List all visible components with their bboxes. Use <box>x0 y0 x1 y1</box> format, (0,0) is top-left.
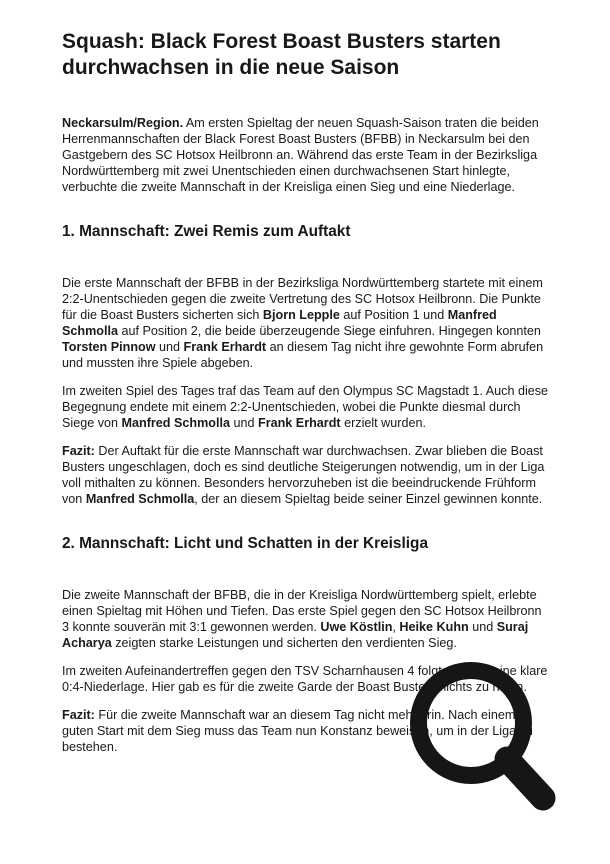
bold-text-segment: Manfred Schmolla <box>85 492 195 506</box>
section-1-paragraph-3 <box>62 443 549 507</box>
bold-text-segment: Fazit: <box>62 444 95 458</box>
text-segment: , <box>392 620 400 634</box>
text-segment: auf Position 2, die beide überzeugende Siege einfuhren. Hingegen konnten <box>118 324 541 338</box>
article-title: Squash: Black Forest Boast Busters starten durchwachsen in die neue Saison <box>62 30 501 79</box>
section-1-paragraph-2 <box>62 383 549 431</box>
text-segment: an diesem Tag nicht ihre gewohnte Form abrufen und mussten ihre Spiele abgeben. <box>62 340 544 370</box>
section-2-heading: 2. Mannschaft: Licht und Schatten in der Kreisliga <box>62 535 429 552</box>
bold-text-segment: Uwe Köstlin <box>320 620 393 634</box>
section-1-heading: 1. Mannschaft: Zwei Remis zum Auftakt <box>62 223 351 240</box>
text-segment: auf Position 1 und <box>339 308 448 322</box>
section-2-paragraph-3 <box>62 707 549 755</box>
bold-text-segment: Frank Erhardt <box>183 340 267 354</box>
text-segment: Am ersten Spieltag der neuen Squash-Saison traten die beiden Herrenmannschaften der Black Forest Boast Busters (BFBB) in Neckarsulm bei den Gastgebern des SC Hotsox Heilbronn an. Während das erste Team in der Bezirksliga Nordwürttemberg mit zwei Unentschieden einen durchwachsenen Start hinlegte, verbuchte die zweite Mannschaft in der Kreisliga einen Sieg und eine Niederlage. <box>62 116 539 194</box>
text-segment: Die zweite Mannschaft der BFBB, die in der Kreisliga Nordwürttemberg spielt, erlebte einen Spieltag mit Höhen und Tiefen. Das erste Spiel gegen den SC Hotsox Heilbronn 3 konnte souverän mit 3:1 gewonnen werden. <box>62 588 542 634</box>
section-2-paragraph-1 <box>62 587 549 651</box>
text-segment: erzielt wurden. <box>340 416 426 430</box>
bold-text-segment: Manfred Schmolla <box>121 416 230 430</box>
text-segment: und <box>229 416 258 430</box>
section-1-paragraph-1 <box>62 275 549 371</box>
intro-paragraph <box>62 115 549 195</box>
bold-text-segment: Suraj Acharya <box>62 620 529 650</box>
bold-text-segment: Manfred Schmolla <box>62 308 497 338</box>
bold-text-segment: Torsten Pinnow <box>62 340 156 354</box>
text-segment: zeigten starke Leistungen und sicherten den verdienten Sieg. <box>111 636 457 650</box>
text-segment: und <box>155 340 184 354</box>
bold-text-segment: Fazit: <box>62 708 95 722</box>
text-segment: Der Auftakt für die erste Mannschaft war durchwachsen. Zwar blieben die Boast Busters ungeschlagen, doch es sind deutliche Steigerungen notwendig, um in der Liga voll mithalten zu können. Besonders hervorzuheben ist die beeindruckende Frühform von <box>62 444 545 506</box>
section-2-paragraph-2 <box>62 663 549 695</box>
bold-text-segment: Heike Kuhn <box>399 620 469 634</box>
text-segment: , der an diesem Spieltag beide seiner Einzel gewinnen konnte. <box>194 492 543 506</box>
bold-text-segment: Neckarsulm/Region. <box>62 116 184 130</box>
text-segment: Im zweiten Spiel des Tages traf das Team auf den Olympus SC Magstadt 1. Auch diese Begegnung endete mit einem 2:2-Unentschieden, wobei die Punkte diesmal durch Siege von <box>62 384 549 430</box>
text-segment: und <box>468 620 497 634</box>
text-segment: Für die zweite Mannschaft war an diesem Tag nicht mehr drin. Nach einem guten Start mit dem Sieg muss das Team nun Konstanz beweisen, um in der Liga zu bestehen. <box>62 708 533 754</box>
text-segment: Die erste Mannschaft der BFBB in der Bezirksliga Nordwürttemberg startete mit einem 2:2-Unentschieden gegen die zweite Vertretung des SC Hotsox Heilbronn. Die Punkte für die Boast Busters sicherten sich <box>62 276 543 322</box>
bold-text-segment: Bjorn Lepple <box>262 308 340 322</box>
text-segment: Im zweiten Aufeinandertreffen gegen den TSV Scharnhausen 4 folgte jedoch eine klare 0:4-Niederlage. Hier gab es für die zweite Garde der Boast Busters nichts zu holen. <box>62 664 548 694</box>
bold-text-segment: Frank Erhardt <box>258 416 341 430</box>
